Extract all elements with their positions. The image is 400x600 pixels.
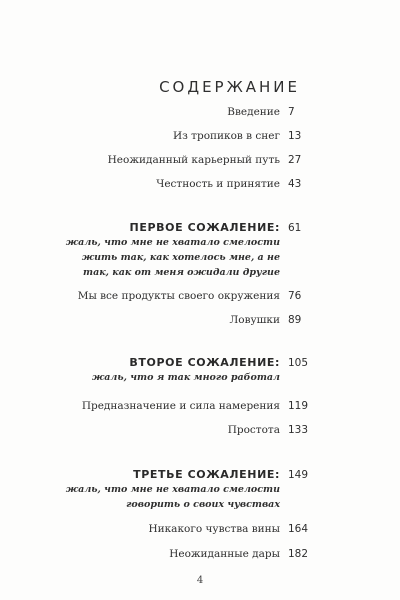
toc-entry	[60, 521, 370, 537]
toc-entry-page: 76	[288, 290, 302, 302]
part-heading-row	[60, 220, 370, 236]
page-title: СОДЕРЖАНИЕ	[159, 78, 300, 96]
part-subtitle-line: жить так, как хотелось мне, а не	[81, 252, 280, 263]
part-subtitle-line: так, как от меня ожидали другие	[83, 267, 280, 278]
toc-entry-label: Простота	[227, 424, 280, 436]
toc-part-3	[60, 467, 370, 510]
part-heading: ПЕРВОЕ СОЖАЛЕНИЕ:	[129, 221, 280, 234]
part-subtitle-line: жаль, что я так много работал	[91, 372, 280, 383]
toc-entry-label: Из тропиков в снег	[172, 130, 280, 142]
toc-entry	[60, 422, 370, 438]
part-heading: ТРЕТЬЕ СОЖАЛЕНИЕ:	[133, 468, 280, 481]
toc-entry-page: 182	[288, 548, 309, 560]
toc-entry-page: 89	[288, 314, 302, 326]
toc-entry-label: Мы все продукты своего окружения	[77, 290, 280, 302]
part-subtitle	[60, 370, 280, 385]
toc-entry-label: Ловушки	[229, 314, 280, 326]
toc-entry-label: Неожиданный карьерный путь	[107, 154, 280, 166]
part-heading-row	[60, 355, 370, 371]
part-page: 105	[288, 357, 309, 369]
toc-entry-label: Предназначение и сила намерения	[81, 400, 280, 412]
toc-entry	[60, 546, 370, 562]
toc-entry-label: Введение	[227, 106, 280, 118]
toc-entry	[60, 152, 370, 168]
toc-entry	[60, 104, 370, 120]
toc-entry	[60, 288, 370, 304]
toc-entry	[60, 398, 370, 414]
toc-entry-page: 43	[288, 178, 302, 190]
toc-entry	[60, 312, 370, 328]
part-subtitle	[60, 235, 280, 280]
toc-entry-page: 119	[288, 400, 309, 412]
part-heading-row	[60, 467, 370, 483]
toc-entry-page: 27	[288, 154, 302, 166]
toc-entry-page: 164	[288, 523, 309, 535]
part-subtitle-line: жаль, что мне не хватало смелости	[65, 484, 280, 495]
toc-entry-label: Никакого чувства вины	[148, 523, 280, 535]
toc-entry-page: 133	[288, 424, 309, 436]
page-number: 4	[196, 575, 204, 586]
part-page: 61	[288, 222, 302, 234]
part-subtitle-line: говорить о своих чувствах	[126, 499, 280, 510]
toc-entry-label: Неожиданные дары	[169, 548, 280, 560]
toc-entry-page: 7	[288, 106, 295, 118]
part-subtitle-line: жаль, что мне не хватало смелости	[65, 237, 280, 248]
part-heading: ВТОРОЕ СОЖАЛЕНИЕ:	[129, 356, 280, 369]
toc-entry-label: Честность и принятие	[156, 178, 280, 190]
toc-part-1	[60, 220, 370, 278]
part-page: 149	[288, 469, 309, 481]
toc-entry	[60, 128, 370, 144]
toc-part-2	[60, 355, 370, 383]
part-subtitle	[60, 482, 280, 512]
toc-entry-page: 13	[288, 130, 302, 142]
toc-entry	[60, 176, 370, 192]
